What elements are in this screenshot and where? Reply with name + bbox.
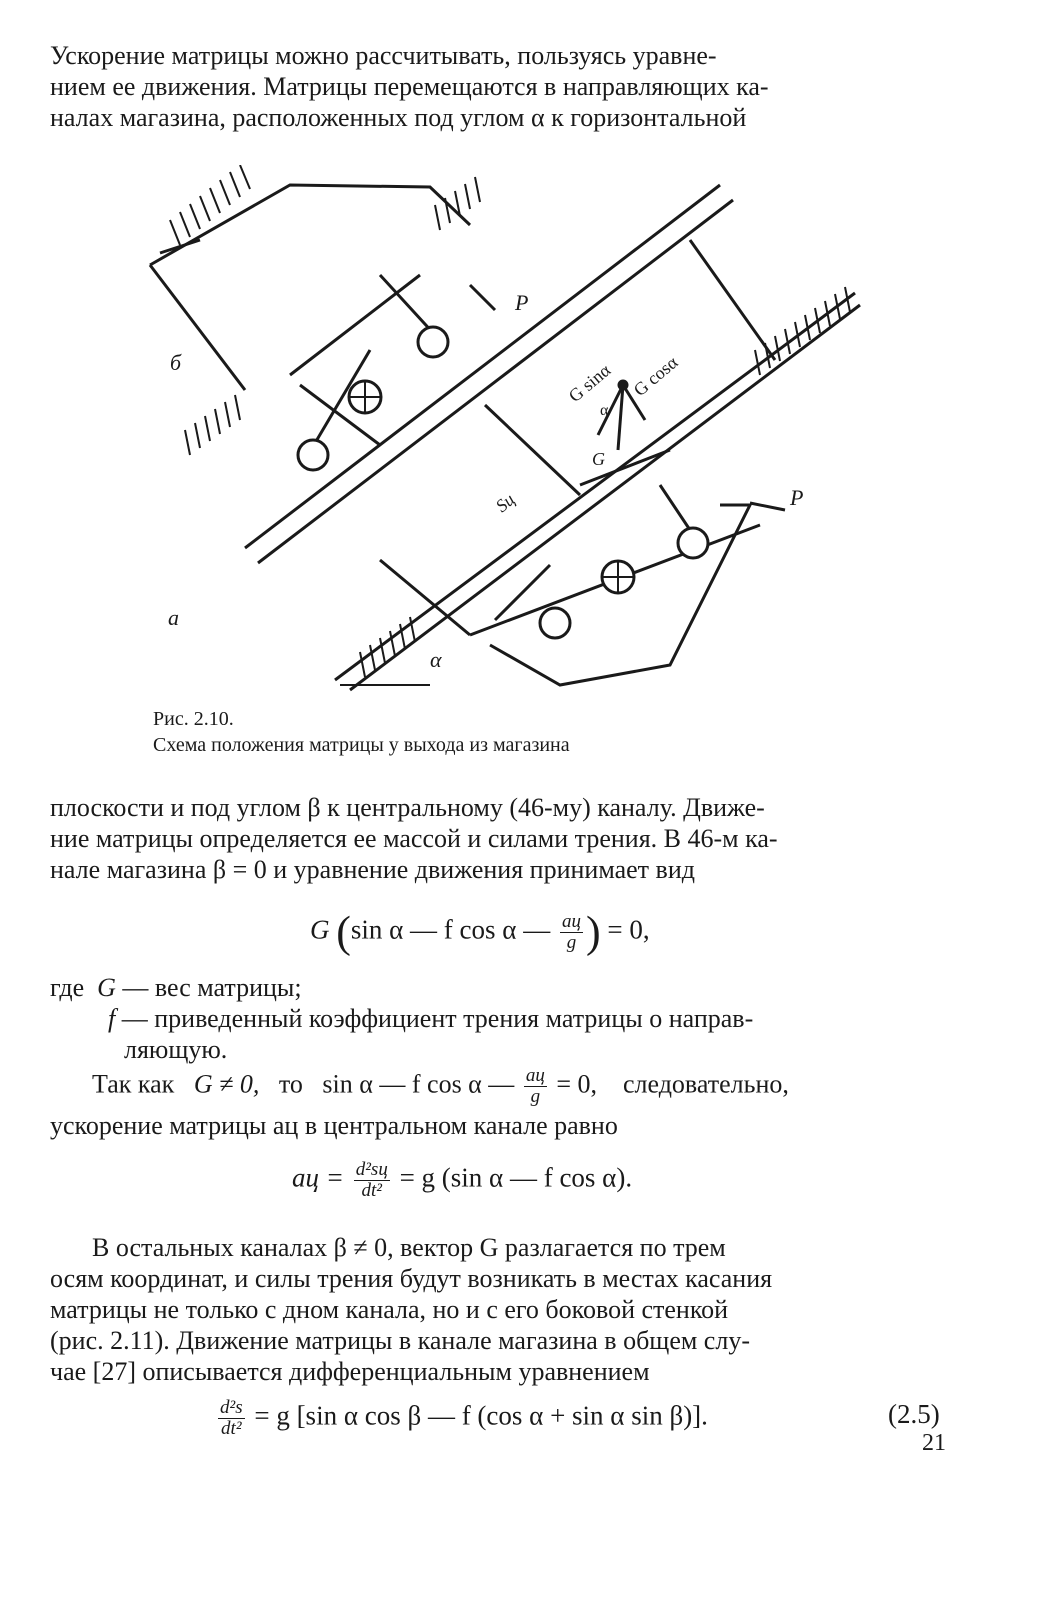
roller-circle [298,440,328,470]
fraction: $\frac{aц}{g}$ [561,911,581,953]
paragraph-general [50,1232,950,1387]
text-line: осям координат, и силы трения будут возникать в местах касания [50,1264,773,1293]
label-b: б [170,350,182,375]
caption-number: Рис. 2.10. [153,708,234,730]
label-alpha-small: α [600,402,609,419]
text-line: (рис. 2.11). Движение матрицы в канале магазина в общем слу- [50,1326,750,1355]
label-a: а [168,605,179,630]
roller-circle [418,327,448,357]
text-line: плоскости и под углом β к центральному (46-му) каналу. Движе- [50,793,765,822]
text-line: чае [27] описывается дифференциальным уравнением [50,1357,650,1386]
fraction: $\frac{\text{d²sц}}{\text{dt²}}$ [355,1159,388,1201]
magazine-diagram [140,165,870,695]
paragraph-intro [50,40,950,133]
label-g-sin: G sinα [564,359,615,407]
channel-wall-upper [245,185,720,548]
label-s: Sц [491,489,519,517]
fraction: $\frac{\text{d²s}}{\text{dt²}}$ [220,1397,243,1439]
page-number: 21 [922,1430,946,1456]
label-p-bottom: P [790,485,804,510]
fraction: $\frac{aц}{g}$ [525,1065,545,1107]
caption-text: Схема положения матрицы у выхода из магазина [153,734,570,756]
label-p-top: P [515,290,529,315]
text-line: нием ее движения. Матрицы перемещаются в направляющих ка- [50,72,769,101]
label-alpha-bottom: α [430,647,442,672]
text-line: нале магазина β = 0 и уравнение движения принимает вид [50,855,695,884]
definitions: где G — вес матрицы; f — приведенный коэффициент трения матрицы о направ- ляющую. [50,973,754,1064]
roller-circle [678,528,708,558]
text-line: ние матрицы определяется ее массой и силами трения. В 46-м ка- [50,824,778,853]
label-g-cos: G cosα [629,352,682,401]
label-g: G [592,449,605,469]
text-line: матрицы не только с дном канала, но и с его боковой стенкой [50,1295,729,1324]
equation-3: $\frac{\text{d²s}}{\text{dt²}}$ = g [sin α cos β — f (cos α + sin α sin β)]. [220,1397,708,1439]
equation-1: G (sin α — f cos α — $\frac{aц}{g}$ ) = 0, [310,907,650,957]
paragraph-condition: Так как G ≠ 0, то sin α — f cos α — $\frac{aц}{g}$ = 0, следовательно, [92,1065,789,1107]
figure-caption [153,706,570,758]
paragraph-motion [50,792,950,885]
roller-circle [540,608,570,638]
equation-2: aц = $\frac{\text{d²sц}}{\text{dt²}}$ = g (sin α — f cos α). [292,1159,633,1201]
text-line: налах магазина, расположенных под углом α к горизонтальной [50,103,747,132]
text-line: Ускорение матрицы можно рассчитывать, пользуясь уравне- [50,41,717,70]
text-line: В остальных каналах β ≠ 0, вектор G разлагается по трем [92,1233,726,1262]
text-line: ускорение матрицы aц в центральном канале равно [50,1111,618,1140]
equation-number: (2.5) [888,1399,940,1429]
